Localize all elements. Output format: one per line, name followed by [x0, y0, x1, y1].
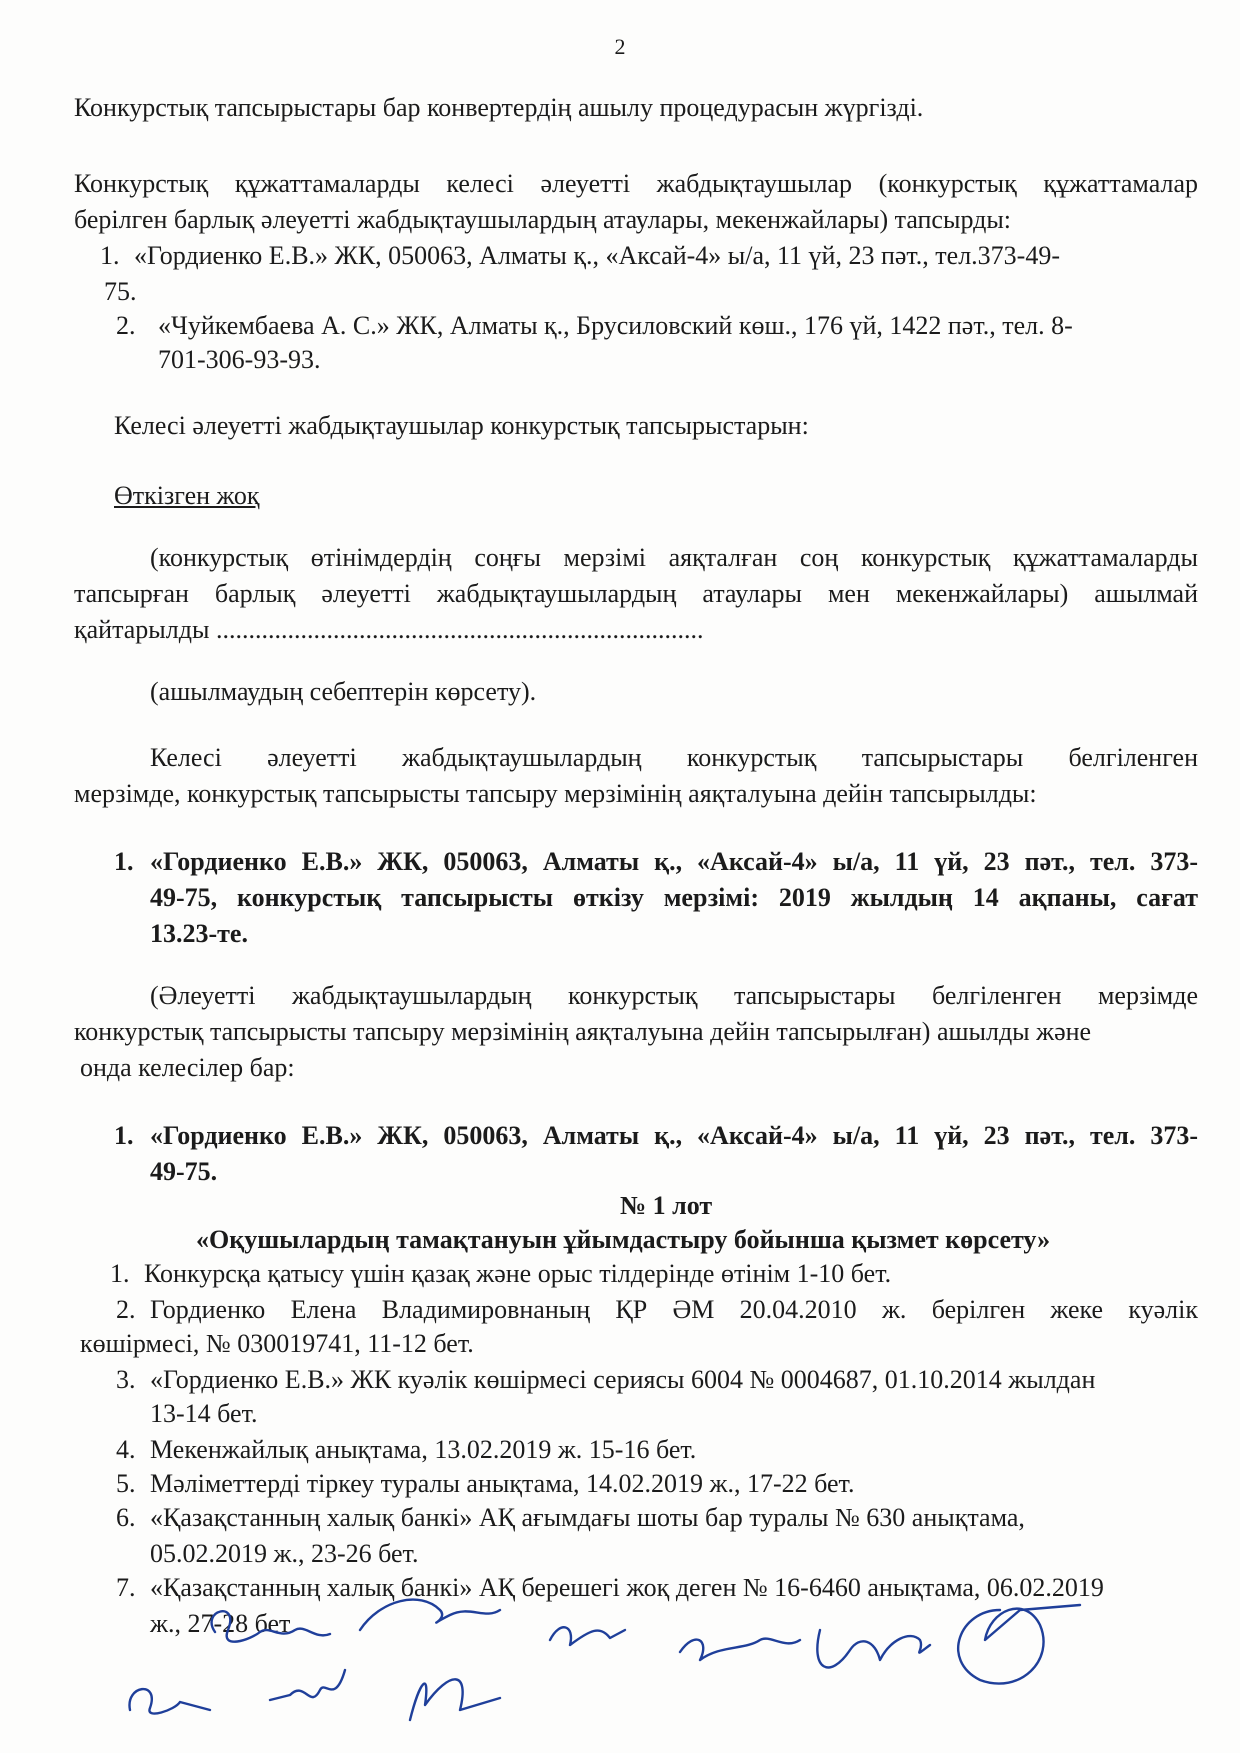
document-text: «Қазақстанның халық банкі» АҚ ағымдағы шоты бар туралы № 630 анықтама,: [150, 1503, 1025, 1532]
on-time-item-line-1: «Гордиенко Е.В.» ЖК, 050063, Алматы қ., «Аксай-4» ы/а, 11 үй, 23 пәт., тел. 373-: [150, 847, 1198, 876]
document-number: 6.: [116, 1503, 136, 1532]
document-text: Гордиенко Елена Владимировнаның ҚР ӘМ 20.04.2010 ж. берілген жеке куәлік: [150, 1295, 1198, 1324]
lot-number: № 1 лот: [620, 1191, 713, 1220]
document-number: 1.: [110, 1259, 130, 1288]
not-submitted-intro: Келесі әлеуетті жабдықтаушылар конкурстық тапсырыстарын:: [114, 411, 809, 440]
opened-paragraph-line-1: (Әлеуетті жабдықтаушылардың конкурстық тапсырыстары белгіленген мерзімде: [150, 981, 1198, 1010]
signature-3: [270, 1670, 345, 1700]
document-number: 7.: [116, 1573, 136, 1602]
opened-paragraph-line-3: онда келесілер бар:: [80, 1053, 295, 1082]
submitted-item-text-cont: 701-306-93-93.: [158, 345, 321, 374]
handwritten-signatures: [120, 1570, 1130, 1740]
signature-4: [360, 1600, 500, 1630]
document-text: Мекенжайлық анықтама, 13.02.2019 ж. 15-16 бет.: [150, 1435, 697, 1464]
opened-item-line-1: «Гордиенко Е.В.» ЖК, 050063, Алматы қ., «Аксай-4» ы/а, 11 үй, 23 пәт., тел. 373-: [150, 1121, 1198, 1150]
submitted-paragraph-line-2: берілген барлық әлеуетті жабдықтаушылардың атаулары, мекенжайлары) тапсырды:: [74, 205, 1012, 234]
submitted-paragraph-line-1: Конкурстық құжаттамаларды келесі әлеуетті жабдықтаушылар (конкурстық құжаттамалар: [74, 169, 1198, 198]
document-text-cont: 05.02.2019 ж., 23-26 бет.: [150, 1539, 419, 1568]
submitted-item-number: 2.: [116, 311, 136, 340]
submitted-item-text: «Чуйкембаева А. С.» ЖК, Алматы қ., Брусиловский көш., 176 үй, 1422 пәт., тел. 8-: [158, 311, 1073, 340]
on-time-item-number: 1.: [114, 847, 134, 876]
not-submitted-value: Өткізген жоқ: [114, 481, 260, 510]
on-time-paragraph-line-2: мерзімде, конкурстық тапсырысты тапсыру мерзімінің аяқталуына дейін тапсырылды:: [74, 779, 1037, 808]
document-number: 2.: [116, 1295, 136, 1324]
signature-1: [212, 1611, 330, 1641]
page-number: 2: [614, 34, 626, 59]
returned-paragraph-line-2: тапсырған барлық әлеуетті жабдықтаушылардың атаулары мен мекенжайлары) ашылмай: [74, 579, 1198, 608]
document-text: Конкурсқа қатысу үшін қазақ және орыс тілдерінде өтінім 1-10 бет.: [144, 1259, 892, 1288]
document-text-cont: 13-14 бет.: [150, 1399, 258, 1428]
on-time-item-line-3: 13.23-те.: [150, 919, 248, 948]
signature-7: [680, 1639, 800, 1660]
opened-paragraph-line-2: конкурстық тапсырысты тапсыру мерзімінің аяқталуына дейін тапсырылған) ашылды және: [74, 1017, 1092, 1046]
opened-item-number: 1.: [114, 1121, 134, 1150]
signature-6: [550, 1627, 625, 1645]
document-number: 3.: [116, 1365, 136, 1394]
submitted-item-number: 1.: [100, 241, 120, 270]
signature-9: [958, 1605, 1080, 1684]
submitted-item-text-cont: 75.: [104, 277, 137, 306]
signature-8: [817, 1630, 930, 1667]
returned-paragraph-line-1: (конкурстық өтінімдердің соңғы мерзімі аяқталған соң конкурстық құжаттамаларды: [150, 543, 1198, 572]
document-text: «Қазақстанның халық банкі» АҚ берешегі жоқ деген № 16-6460 анықтама, 06.02.2019: [150, 1573, 1104, 1602]
signature-5: [410, 1679, 500, 1720]
returned-paragraph-line-3: қайтарылды ...........................................................................: [74, 615, 704, 644]
submitted-item-text: «Гордиенко Е.В.» ЖК, 050063, Алматы қ., «Аксай-4» ы/а, 11 үй, 23 пәт., тел.373-49-: [134, 241, 1060, 270]
on-time-item-line-2: 49-75, конкурстық тапсырысты өткізу мерзімі: 2019 жылдың 14 ақпаны, сағат: [150, 883, 1198, 912]
intro-line: Конкурстық тапсырыстары бар конвертердің ашылу процедурасын жүргізді.: [74, 93, 924, 122]
reason-line: (ашылмаудың себептерін көрсету).: [150, 677, 537, 706]
document-text: «Гордиенко Е.В.» ЖК куәлік көшірмесі сериясы 6004 № 0004687, 01.10.2014 жылдан: [150, 1365, 1096, 1394]
document-text: Мәліметтерді тіркеу туралы анықтама, 14.02.2019 ж., 17-22 бет.: [150, 1469, 855, 1498]
document-text-cont: көшірмесі, № 030019741, 11-12 бет.: [80, 1329, 474, 1358]
lot-title: «Оқушылардың тамақтануын ұйымдастыру бойынша қызмет көрсету»: [196, 1225, 1051, 1254]
signature-2: [130, 1689, 210, 1714]
document-number: 4.: [116, 1435, 136, 1464]
on-time-paragraph-line-1: Келесі әлеуетті жабдықтаушылардың конкурстық тапсырыстары белгіленген: [150, 743, 1198, 772]
document-text-cont: ж., 27-28 бет: [150, 1609, 291, 1638]
opened-item-line-2: 49-75.: [150, 1157, 218, 1186]
document-number: 5.: [116, 1469, 136, 1498]
